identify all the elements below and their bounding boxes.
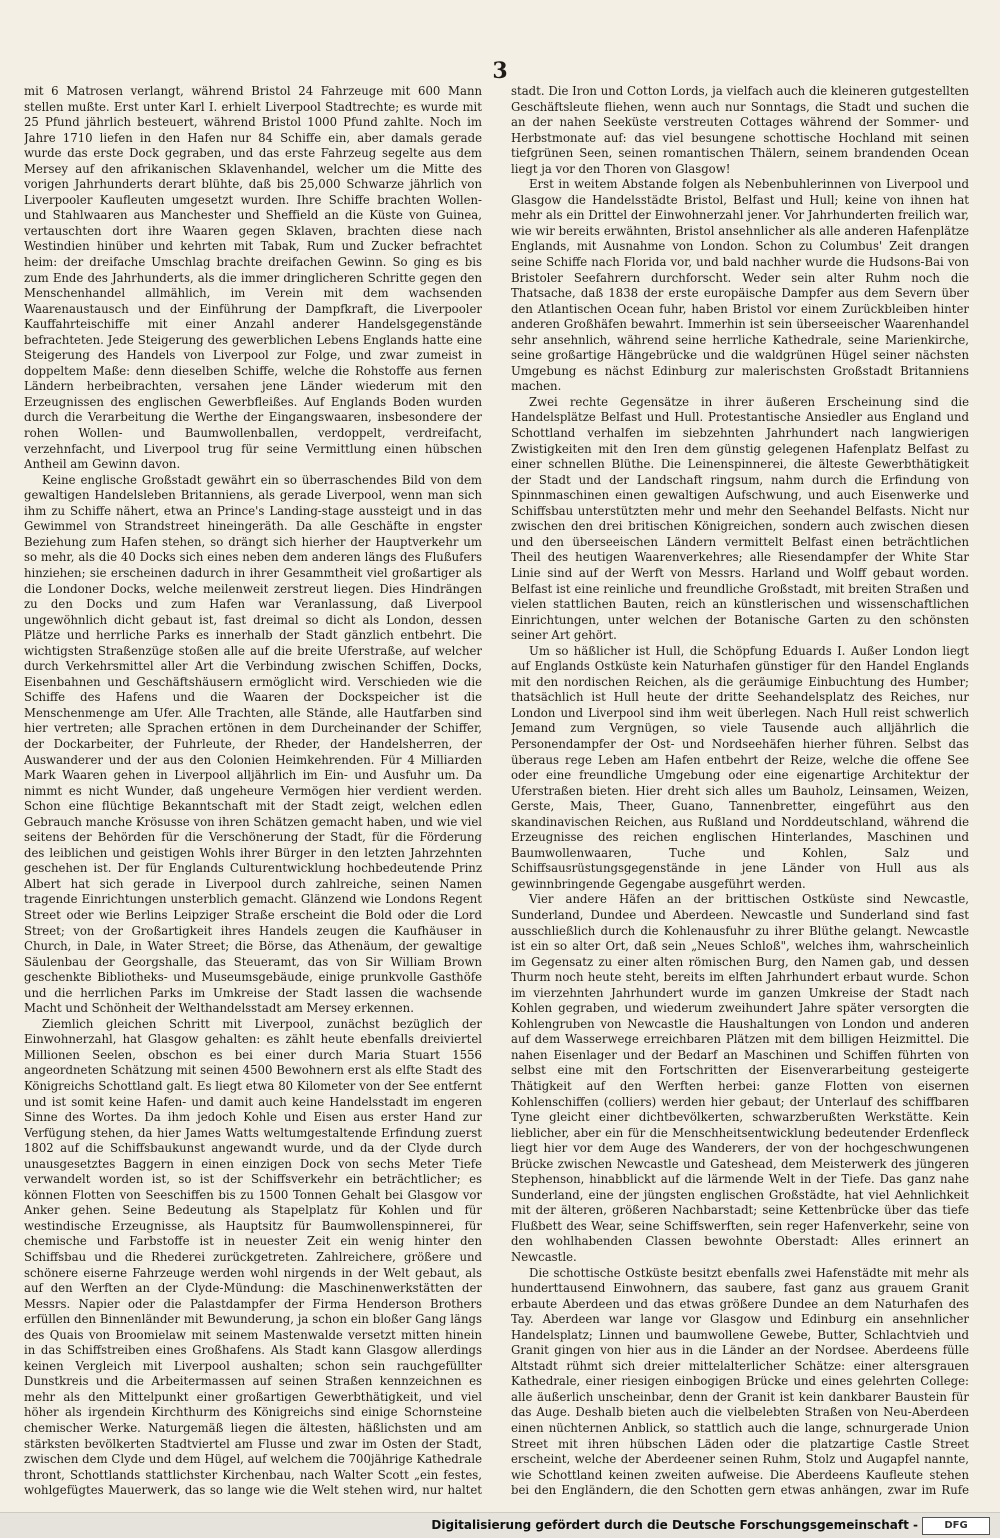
paragraph: Ziemlich gleichen Schritt mit Liverpool, zunächst bezüglich der Einwohnerzahl, hat Glasgow gehalten: es zählt heute ebenfalls dreiviertel Millionen Seelen, obschon es bei einer durch Maria Stuart 1556 angeordneten Schätzung mit seinen 4500 Bewohnern erst als elfte Stadt des Königreichs Schottland galt. Es liegt etwa 80 Kilometer von der See entfernt und ist somit keine Hafen- und damit auch keine Handelsstadt im engeren Sinne des Wortes. Da ihm jedoch Kohle und Eisen aus erster Hand zur Verfügung stehen, da hier James Watts weltumgestaltende Erfindung zuerst 1802 auf die Schiffsbaukunst angewandt wurde, und da der Clyde durch unausgesetztes Baggern in einen einzigen Dock von sechs Meter Tiefe verwandelt worden ist, so ist der Schiffsverkehr ein beträchtlicher; es können Flotten von Seeschiffen bis zu 1500 Tonnen Gehalt bei Glasgow vor Anker gehen. Seine Bedeutung als Stapelplatz für Kohlen und für westindische Erzeugnisse, als Hauptsitz für Baumwollenspinnerei, für chemische und Farbstoffe ist in neuester Zeit ein wenig hinter den Schiffsbau und die Rhederei zurückgetreten. Zahlreichere, größere und schönere eiserne Fahrzeuge werden wohl nirgends in der Welt gebaut, als auf den Werften an der Clyde-Mündung: die Maschinenwerkstätten der Messrs. Napier oder die Palastdampfer der Firma Henderson Brothers erfüllen den Binnenländer mit Bewunderung, ja schon ein bloßer Gang längs des Quais von Broomielaw mit seinem Mastenwalde versetzt mitten hinein in das Schiffstreiben eines Großhafens. Als Stadt kann Glasgow allerdings keinen Vergleich mit Liverpool aushalten; schon sein rauchgefüllter Dunstkreis und die Arbeitermassen auf seinen Straßen kennzeichnen es mehr als den Mittelpunkt einer großartigen Gewerbthätigkeit, und viel höher als irgendein Kirchthurm des Königreichs sind einige Schornsteine chemischer Werke. Naturgemäß liegen die ältesten, häßlichsten und am stärksten bevölkerten Stadtviertel am Flusse und zwar im Osten der Stadt, zwischen dem Clyde und dem Hügel, auf welchem die 700jährige Kathedrale thront, Schottlands stattlichster Kirchenbau, nach Walter Scott „ein festes, wohlgefügtes Mauerwerk, das so lange wie die Welt stehen wird, nur haltet	[24, 1016, 482, 1498]
paragraph: stadt. Die Iron und Cotton Lords, ja vielfach auch die kleineren gutgestellten Geschäftsleute fliehen, wenn auch nur Sonntags, die Stadt und suchen die an der nahen Seeküste verstreuten Cottages während der Sommer- und Herbstmonate auf: das viel besungene schottische Hochland mit seinen tiefgrünen Seen, seinen romantischen Thälern, seinem brandenden Ocean liegt ja vor den Thoren von Glasgow!	[511, 84, 969, 176]
text-column-left	[24, 84, 482, 1499]
paragraph: Erst in weitem Abstande folgen als Nebenbuhlerinnen von Liverpool und Glasgow die Handelsstädte Bristol, Belfast und Hull; keine von ihnen hat mehr als ein Drittel der Einwohnerzahl jener. Vor Jahrhunderten freilich war, wie wir bereits erwähnten, Bristol ansehnlicher als alle anderen Hafenplätze Englands, mit Ausnahme von London. Schon zu Columbus' Zeit drangen seine Schiffe nach Florida vor, und bald nachher wurde die Hudsons-Bai von Bristoler Seefahrern durchforscht. Weder sein alter Ruhm noch die Thatsache, daß 1838 der erste europäische Dampfer aus dem Severn über den Atlantischen Ocean fuhr, haben Bristol vor einem Zurückbleiben hinter anderen Großhäfen bewahrt. Immerhin ist sein überseeischer Waarenhandel sehr ansehnlich, während seine herrliche Kathedrale, seine Marienkirche, seine großartige Hängebrücke und die waldgrünen Hügel seiner nächsten Umgebung es nächst Edinburg zur malerischsten Großstadt Britanniens machen.	[511, 177, 969, 394]
text-column-right	[511, 84, 969, 1499]
dfg-logo: DFG	[922, 1517, 990, 1535]
page-number: 3	[492, 58, 508, 84]
paragraph: Vier andere Häfen an der brittischen Ostküste sind Newcastle, Sunderland, Dundee und Aberdeen. Newcastle und Sunderland sind fast ausschließlich durch die Kohlenausfuhr zu ihrer Blüthe gelangt. Newcastle ist ein so alter Ort, daß sein „Neues Schloß", welches ihm, wahrscheinlich im Gegensatz zu einer alten römischen Burg, den Namen gab, und dessen Thurm noch heute steht, bereits im elften Jahrhundert erbaut wurde. Schon im vierzehnten Jahrhundert wurde im ganzen Umkreise der Stadt nach Kohlen gegraben, und wiederum zweihundert Jahre später versorgten die Kohlengruben von Newcastle die Haushaltungen von London und anderen auf dem Wasserwege erreichbaren Plätzen mit dem billigen Heizmittel. Die nahen Eisenlager und der Bedarf an Maschinen und Schiffen führten von selbst eine mit den Fortschritten der Eisenverarbeitung gesteigerte Thätigkeit auf den Werften herbei: ganze Flotten von eisernen Kohlenschiffen (colliers) werden hier gebaut; der Unterlauf des schiffbaren Tyne gleicht einer dichtbevölkerten, schwarzberußten Werkstätte. Kein lieblicher, aber ein für die Menschheitsentwicklung bedeutender Erdenfleck liegt hier vor dem Auge des Wanderers, der von der hochgeschwungenen Brücke zwischen Newcastle und Gateshead, dem Meisterwerk des jüngeren Stephenson, hinabblickt auf die lärmende Welt in der Tiefe. Das ganz nahe Sunderland, eine der jüngsten englischen Großstädte, hat viel Aehnlichkeit mit der älteren, größeren Nachbarstadt; seine Kettenbrücke über das tiefe Flußbett des Wear, seine Schiffswerften, sein reger Hafenverkehr, seine von den wohlhabenden Classen bewohnte Oberstadt: Alles erinnert an Newcastle.	[511, 892, 969, 1265]
paragraph: Keine englische Großstadt gewährt ein so überraschendes Bild von dem gewaltigen Handelsleben Britanniens, als gerade Liverpool, wenn man sich ihm zu Schiffe nähert, etwa an Prince's Landing-stage aussteigt und in das Gewimmel von Strandstreet hineingeräth. Da alle Geschäfte in engster Beziehung zum Hafen stehen, so drängt sich hierher der Hauptverkehr um so mehr, als die 40 Docks sich eines neben dem anderen längs des Flußufers hinziehen; sie erscheinen dadurch in ihrer Gesammtheit viel großartiger als die Londoner Docks, welche meilenweit zerstreut liegen. Dies Hindrängen zu den Docks und zum Hafen war Veranlassung, daß Liverpool ungewöhnlich dicht gebaut ist, fast dreimal so dicht als London, dessen Plätze und herrliche Parks es innerhalb der Stadt gänzlich entbehrt. Die wichtigsten Straßenzüge stoßen alle auf die breite Uferstraße, auf welcher durch Verkehrsmittel aller Art die Verbindung zwischen Schiffen, Docks, Eisenbahnen und Geschäftshäusern ermöglicht wird. Verschieden wie die Schiffe des Hafens und die Waaren der Dockspeicher ist die Menschenmenge am Ufer. Alle Trachten, alle Stände, alle Hautfarben sind hier vertreten; alle Sprachen ertönen in dem Durcheinander der Schiffer, der Dockarbeiter, der Fuhrleute, der Rheder, der Handelsherren, der Auswanderer und der aus den Colonien Heimkehrenden. Für 4 Milliarden Mark Waaren gehen in Liverpool alljährlich im Ein- und Ausfuhr um. Da nimmt es nicht Wunder, daß ungeheure Vermögen hier verdient werden. Schon eine flüchtige Bekanntschaft mit der Stadt zeigt, welchen edlen Gebrauch manche Krösusse von ihren Schätzen gemacht haben, und wie viel seitens der Behörden für die Verschönerung der Stadt, für die Förderung des leiblichen und geistigen Wohls ihrer Bürger in den letzten Jahrzehnten geschehen ist. Der für Englands Culturentwicklung hochbedeutende Prinz Albert hat sich gerade in Liverpool durch zahlreiche, seinen Namen tragende Einrichtungen unsterblich gemacht. Glänzend wie Londons Regent Street oder wie Berlins Leipziger Straße erscheint die Bold oder die Lord Street; von der Großartigkeit ihres Handels zeugen die Kaufhäuser in Church, in Dale, in Water Street; die Börse, das Athenäum, der gewaltige Säulenbau der Georgshalle, das Steueramt, das von Sir William Brown geschenkte Bibliotheks- und Museumsgebäude, einige prunkvolle Gasthöfe und die herrlichen Parks im Umkreise der Stadt lassen die wachsende Macht und Schönheit der Welthandelsstadt am Mersey erkennen.	[24, 472, 482, 1016]
footer-credit-text: Digitalisierung gefördert durch die Deutsche Forschungsgemeinschaft -	[431, 1518, 918, 1532]
paragraph: Zwei rechte Gegensätze in ihrer äußeren Erscheinung sind die Handelsplätze Belfast und Hull. Protestantische Ansiedler aus England und Schottland verhalfen im siebzehnten Jahrhundert nach langwierigen Zwistigkeiten mit den Iren dem günstig gelegenen Hafenplatz Belfast zu einer schnellen Blüthe. Die Leinenspinnerei, die älteste Gewerbthätigkeit der Stadt und der Landschaft ringsum, nahm durch die Erfindung von Spinnmaschinen einen gewaltigen Aufschwung, und auch Eisenwerke und Schiffsbau unterstützten mehr und mehr den Seehandel Belfasts. Nicht nur zwischen den drei britischen Königreichen, sondern auch zwischen diesen und den überseeischen Ländern vermittelt Belfast einen beträchtlichen Theil des heutigen Waarenverkehres; alle Riesendampfer der White Star Linie sind auf der Werft von Messrs. Harland und Wolff gebaut worden. Belfast ist eine reinliche und freundliche Großstadt, mit breiten Straßen und vielen stattlichen Bauten, reich an künstlerischen und wissenschaftlichen Einrichtungen, unter welchen der Botanische Garten zu den schönsten seiner Art gehört.	[511, 394, 969, 643]
digitization-footer	[0, 1512, 1000, 1538]
paragraph: mit 6 Matrosen verlangt, während Bristol 24 Fahrzeuge mit 600 Mann stellen mußte. Erst unter Karl I. erhielt Liverpool Stadtrechte; es wurde mit 25 Pfund jährlich besteuert, während Bristol 1000 Pfund zahlte. Noch im Jahre 1710 liefen in den Hafen nur 84 Schiffe ein, aber damals gerade wurde das erste Dock gegraben, und das erste Fahrzeug segelte aus dem Mersey auf den afrikanischen Sklavenhandel, welcher um die Mitte des vorigen Jahrhunderts derart blühte, daß bis 25,000 Schwarze jährlich von Liverpooler Kaufleuten umgesetzt wurden. Ihre Schiffe brachten Wollen- und Stahlwaaren aus Manchester und Sheffield an die Küste von Guinea, vertauschten dort ihre Waaren gegen Sklaven, brachten diese nach Westindien hinüber und kehrten mit Tabak, Rum und Zucker befrachtet heim: der dreifache Umschlag brachte dreifachen Gewinn. So ging es bis zum Ende des Jahrhunderts, als die immer dringlicheren Schritte gegen den Menschenhandel allmählich, im Verein mit dem wachsenden Waarenaustausch und der Einführung der Dampfkraft, die Liverpooler Kauffahrteischiffe mit einer Anzahl anderer Handelsgegenstände befrachteten. Jede Steigerung des gewerblichen Lebens Englands hatte eine Steigerung des Handels von Liverpool zur Folge, und zwar zumeist in doppeltem Maße: denn dieselben Schiffe, welche die Rohstoffe aus fernen Ländern herbeibrachten, versahen jene Länder wiederum mit den Erzeugnissen des englischen Gewerbfleißes. Auf Englands Boden wurden durch die Verarbeitung die Werthe der Eingangswaaren, insbesondere der rohen Wollen- und Baumwollenballen, verdoppelt, verdreifacht, verzehnfacht, und Liverpool trug für seine Vermittlung einen hübschen Antheil am Gewinn davon.	[24, 84, 482, 472]
paragraph: Die schottische Ostküste besitzt ebenfalls zwei Hafenstädte mit mehr als hunderttausend Einwohnern, das saubere, fast ganz aus grauem Granit erbaute Aberdeen und das etwas größere Dundee an dem Naturhafen des Tay. Aberdeen war lange vor Glasgow und Edinburg ein ansehnlicher Handelsplatz; Linnen und baumwollene Gewebe, Butter, Schlachtvieh und Granit gingen von hier aus in die Länder an der Nordsee. Aberdeens fülle Altstadt rühmt sich dreier mittelalterlicher Schätze: einer altersgrauen Kathedrale, einer riesigen einbogigen Brücke und eines gelehrten College: alle äußerlich unscheinbar, denn der Granit ist kein dankbarer Baustein für das Auge. Deshalb bieten auch die vielbelebten Straßen von Neu-Aberdeen einen nüchternen Anblick, so stattlich auch die lange, schnurgerade Union Street mit ihren hübschen Läden oder die platzartige Castle Street erscheint, welche der Aberdeener seinen Ruhm, Stolz und Augapfel nannte, wie Schottland keinen zweiten aufweise. Die Aberdeens Kaufleute stehen bei den Engländern, die den Schotten gern etwas anhängen, zwar im Rufe	[511, 1265, 969, 1498]
paragraph: Um so häßlicher ist Hull, die Schöpfung Eduards I. Außer London liegt auf Englands Ostküste kein Naturhafen günstiger für den Handel Englands mit den nordischen Reichen, als die geräumige Einbuchtung des Humber; thatsächlich ist Hull heute der dritte Seehandelsplatz des Reiches, nur London und Liverpool sind ihm weit überlegen. Nach Hull reist schwerlich Jemand zum Vergnügen, so viele Tausende auch alljährlich die Personendampfer der Ost- und Nordseehäfen hierher führen. Selbst das überaus rege Leben am Hafen entbehrt der Reize, welche die offene See oder eine freundliche Umgebung oder eine eigenartige Architektur der Uferstraßen bieten. Hier dreht sich alles um Bauholz, Leinsamen, Weizen, Gerste, Mais, Theer, Guano, Tannenbretter, eingeführt aus den skandinavischen Reichen, aus Rußland und Norddeutschland, während die Erzeugnisse des reichen englischen Hinterlandes, Maschinen und Baumwollenwaaren, Tuche und Kohlen, Salz und Schiffsausrüstungsgegenstände in jene Länder von Hull aus als gewinnbringende Gegengabe ausgeführt werden.	[511, 643, 969, 891]
